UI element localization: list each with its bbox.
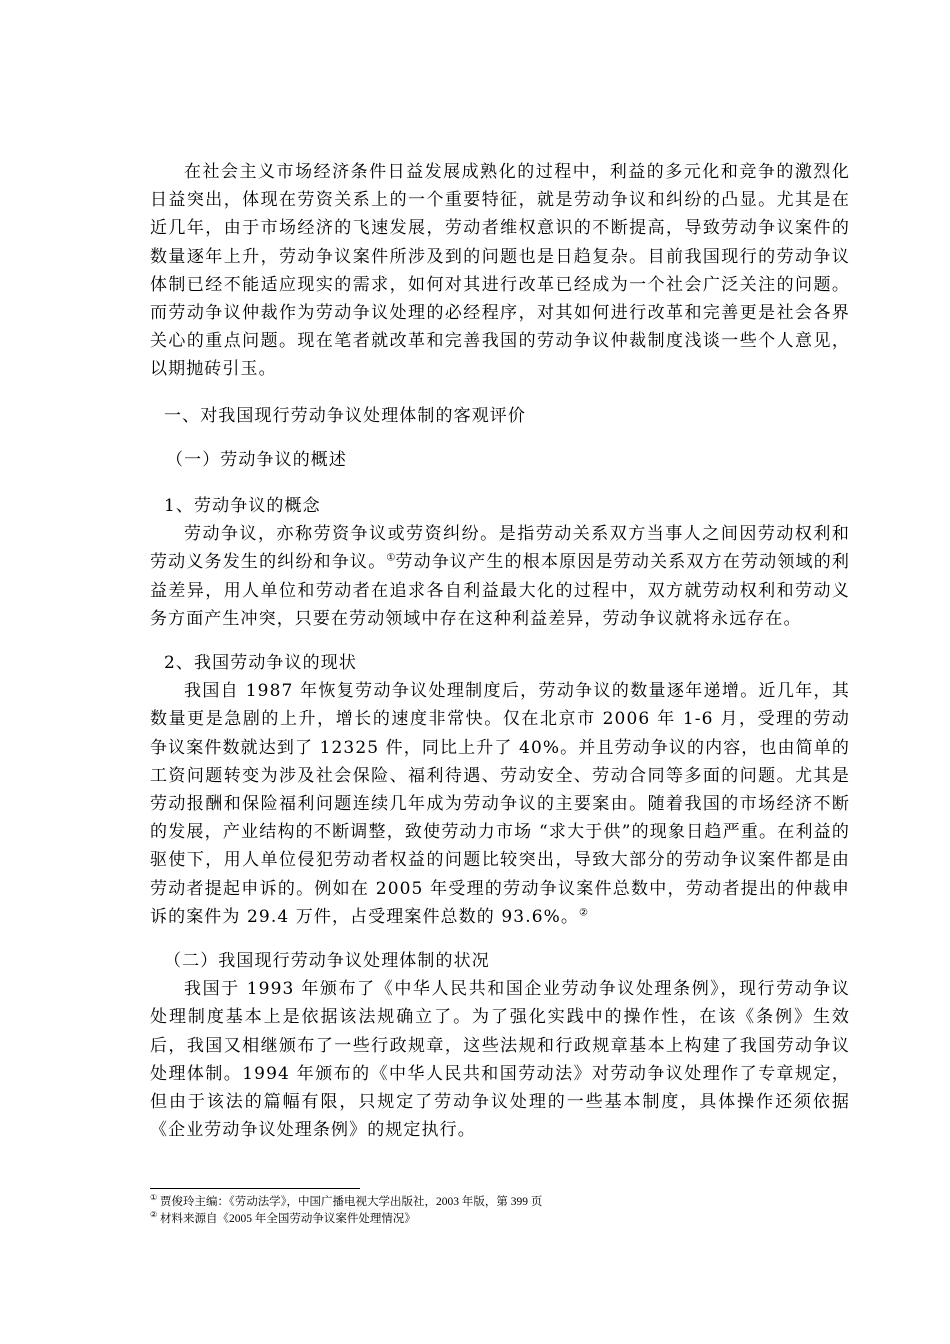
item-1-text-a: 劳动争议，亦称劳资争议或劳资纠纷。是指劳动关系双方当事人之间因劳动权利和劳动义务发生的纠纷和争议。 bbox=[150, 524, 850, 573]
subsection-2-heading: （二）我国现行劳动争议处理体制的状况 bbox=[164, 951, 490, 972]
item-1-heading: 1、劳动争议的概念 bbox=[164, 496, 321, 517]
footnote-ref-2[interactable]: ② bbox=[578, 907, 588, 919]
footnote-1-text: 贾俊玲主编：《劳动法学》，中国广播电视大学出版社，2003 年版，第 399 页 bbox=[157, 1196, 543, 1208]
footnote-1-mark: ① bbox=[150, 1193, 158, 1203]
footnote-2-mark: ② bbox=[150, 1210, 158, 1220]
subsection-1-heading: （一）劳动争议的概述 bbox=[166, 449, 347, 470]
item-1-paragraph bbox=[150, 520, 850, 633]
footnote-1 bbox=[150, 1194, 850, 1211]
footnote-2 bbox=[150, 1211, 850, 1228]
item-2-paragraph bbox=[150, 677, 850, 931]
item-2-text: 我国自 1987 年恢复劳动争议处理制度后，劳动争议的数量逐年递增。近几年，其数量更是急剧的上升，增长的速度非常快。仅在北京市 2006 年 1-6 月，受理的劳动争议案件数就达到了 12325 件，同比上升了 40%。并且劳动争议的内容，也由简单的工资问题转变为涉及社会保险、福利待遇、劳动安全、劳动合同等多面的问题。尤其是劳动报酬和保险福利问题连续几年成为劳动争议的主要案由。随着我国的市场经济不断的发展，产业结构的不断调整，致使劳动力市场 “求大于供”的现象日趋严重。在利益的驱使下，用人单位侵犯劳动者权益的问题比较突出，导致大部分的劳动争议案件都是由劳动者提起申诉的。例如在 2005 年受理的劳动争议案件总数中，劳动者提出的仲裁申诉的案件为 29.4 万件，占受理案件总数的 93.6%。 bbox=[150, 681, 850, 927]
section-1-heading: 一、对我国现行劳动争议处理体制的客观评价 bbox=[164, 405, 526, 426]
footnote-separator bbox=[150, 1188, 360, 1189]
item-2-heading: 2、我国劳动争议的现状 bbox=[164, 653, 357, 674]
footnotes bbox=[150, 1194, 850, 1228]
intro-paragraph: 在社会主义市场经济条件日益发展成熟化的过程中，利益的多元化和竞争的激烈化日益突出，体现在劳资关系上的一个重要特征，就是劳动争议和纠纷的凸显。尤其是在近几年，由于市场经济的飞速发展，劳动者维权意识的不断提高，导致劳动争议案件的数量逐年上升，劳动争议案件所涉及到的问题也是日趋复杂。目前我国现行的劳动争议体制已经不能适应现实的需求，如何对其进行改革已经成为一个社会广泛关注的问题。而劳动争议仲裁作为劳动争议处理的必经程序，对其如何进行改革和完善更是社会各界关心的重点问题。现在笔者就改革和完善我国的劳动争议仲裁制度浅谈一些个人意见，以期抛砖引玉。 bbox=[150, 162, 850, 380]
footnote-2-text: 材料来源自《2005 年全国劳动争议案件处理情况》 bbox=[157, 1213, 416, 1225]
document-body bbox=[150, 158, 850, 1145]
item-1-text-b: 劳动争议产生的根本原因是劳动关系双方在劳动领域的利益差异，用人单位和劳动者在追求各自利益最大化的过程中，双方就劳动权利和劳动义务方面产生冲突，只要在劳动领域中存在这种利益差异，劳动争议就将永远存在。 bbox=[150, 552, 851, 629]
subsection-2-paragraph: 我国于 1993 年颁布了《中华人民共和国企业劳动争议处理条例》，现行劳动争议处理制度基本上是依据该法规确立了。为了强化实践中的操作性，在该《条例》生效后，我国又相继颁布了一些行政规章，这些法规和行政规章基本上构建了我国劳动争议处理体制。1994 年颁布的《中华人民共和国劳动法》对劳动争议处理作了专章规定，但由于该法的篇幅有限，只规定了劳动争议处理的一些基本制度，具体操作还须依据《企业劳动争议处理条例》的规定执行。 bbox=[150, 979, 850, 1141]
footnote-ref-1[interactable]: ① bbox=[386, 552, 396, 564]
